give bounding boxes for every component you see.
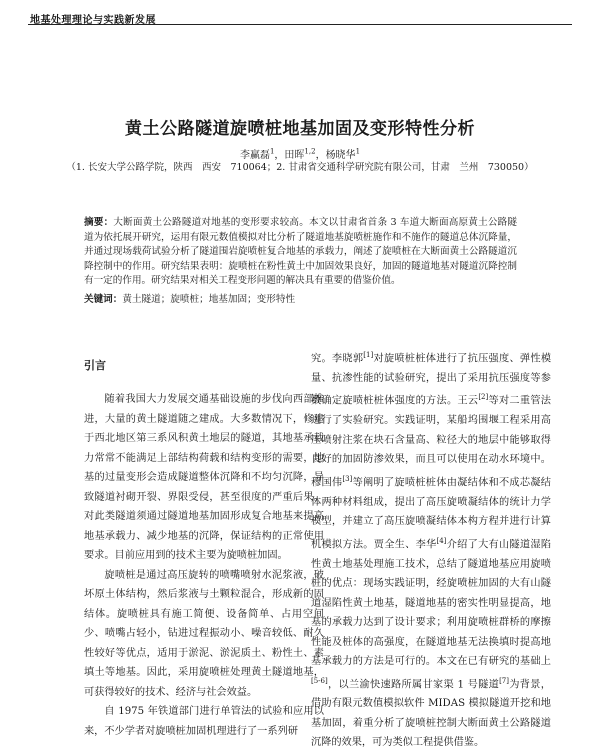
citation-ref: [7] — [499, 676, 509, 685]
citation-ref: [5-6] — [311, 676, 328, 685]
author-affiliation-mark: 1,2 — [304, 147, 316, 156]
citation-ref: [4] — [436, 536, 447, 545]
text-segment: 等对二重管法进行了实验研究。实践证明，某船坞围堰工程采用高压喷射注浆在块石含量高、粒径大的地层中能够取得良好的加固防渗效果，而且可以使用在动水环境中。穆国伟 — [311, 395, 551, 489]
right-column — [311, 346, 551, 753]
abstract-label: 摘要： — [84, 217, 114, 228]
keywords-label: 关键词： — [84, 294, 123, 305]
citation-ref: [1] — [363, 351, 374, 359]
text-segment: 对旋喷桩桩体进行了抗压强度、弹性模量、抗渗性能的试验研究，提出了采用抗压强度等参数确定旋喷桩桩体强度的方法。王云 — [311, 353, 552, 407]
body-paragraph: 随着我国大力发展交通基础设施的步伐向西部推进，大量的黄土隧道随之建成。大多数情况下，修建于西北地区第三系风积黄土地层的隧道，其地基承载力常常不能满足上部结构荷载和结构变形的需要，地基的过量变形会造成隧道整体沉降和不均匀沉降，导致隧道衬砌开裂、界限受侵，甚至很度的严重后果。对此类隧道须通过隧道地基加固形成复合地基来提高地基承载力、减少地基的沉降，保证结构的正常使用要求。目前应用到的技术主要为旋喷桩加固。 — [84, 394, 324, 561]
body-paragraph: 旋喷桩是通过高压旋转的喷嘴喷射水泥浆液，破坏原土体结构，然后浆液与土颗粒混合，形成新的固结体。旋喷桩具有施工简便、设备简单、占用空间少、喷嘴占轻小，钻进过程振动小、噪音较低、耐久性较好等优点，适用于淤泥、淤泥质土、粉性土、素填土等地基。因此，采用旋喷桩处理黄土隧道地基，可获得较好的技术、经济与社会效益。 — [84, 569, 324, 698]
text-segment: ，以兰渝快速路所属甘家渠 1 号隧道 — [327, 678, 500, 690]
author-name: 杨晓华 — [325, 150, 356, 161]
author-name: 李赢磊 — [239, 150, 270, 161]
body-paragraph — [311, 346, 551, 753]
text-segment: 为背景，借助有限元数值模拟软件 MIDAS 模拟隧道开挖和地基加固，着重分析了旋喷桩控制大断面黄土公路隧道沉降的效果，可为类似工程提供借鉴。 — [311, 678, 551, 749]
left-column — [84, 346, 324, 741]
author-line — [0, 146, 600, 161]
author-separator: ， — [315, 150, 326, 161]
keywords — [84, 293, 517, 307]
citation-ref: [2] — [478, 393, 489, 402]
abstract — [84, 216, 517, 289]
text-segment: 等阐明了旋喷桩桩体由凝结体和不成芯凝结体两种材料组成，提出了高压旋喷凝结体的统计力学模型，并建立了高压旋喷凝结体本构方程并进行计算机模拟方法。贾全生、李华 — [311, 477, 551, 551]
text-segment: 究。李晓郭 — [311, 353, 364, 365]
header-rule — [28, 24, 572, 25]
keywords-text: 黄土隧道；旋喷桩；地基加固；变形特性 — [122, 294, 296, 305]
affiliation: （1. 长安大学公路学院，陕西 西安 710064；2. 甘肃省交通科学研究院有限公司，甘肃 兰州 730050） — [66, 162, 534, 173]
section-heading-introduction: 引言 — [84, 359, 106, 372]
author-name: 田晖 — [284, 150, 305, 161]
body-paragraph: 自 1975 年铁道部门进行单管法的试验和应用以来，不少学者对旋喷桩加固机理进行了一系列研 — [84, 706, 324, 737]
text-segment: 介绍了大有山隧道湿陷性黄土地基处理施工技术，总结了隧道地基应用旋喷桩的优点：现场实践证明，经旋喷桩加固的大有山隧道湿陷性黄土地基，隧道地基的密实性明显提高，地基的承载力达到了设计要求；利用旋喷桩群桥的摩擦性能及桩体的高强度，在隧道地基无法换填时提高地基承载力的方法是可行的。本文在已有研究的基础上 — [311, 539, 552, 668]
paper-title: 黄土公路隧道旋喷桩地基加固及变形特性分析 — [125, 119, 475, 139]
running-head: 地基处理理论与实践新发展 — [30, 15, 156, 26]
author-affiliation-mark: 1 — [355, 147, 361, 156]
author-affiliation-mark: 1 — [269, 147, 275, 156]
citation-ref: [3] — [342, 474, 353, 483]
author-separator: ， — [274, 150, 285, 161]
abstract-text: 大断面黄土公路隧道对地基的变形要求较高。本文以甘肃省首条 3 车道大断面高原黄土公路隧道为依托展开研究，运用有限元数值模拟对比分析了隧道地基旋喷桩施作和不施作的隧道总体沉降量，并通过现场载荷试验分析了隧道围岩旋喷桩复合地基的承载力，阐述了旋喷桩在大断面黄土公路隧道沉降控制中的作用。研究结果表明：旋喷桩在粉性黄土中加固效果良好，加固的隧道地基对隧道沉降控制有一定的作用。研究结果对相关工程变形问题的解决具有重要的借鉴价值。 — [84, 217, 518, 286]
